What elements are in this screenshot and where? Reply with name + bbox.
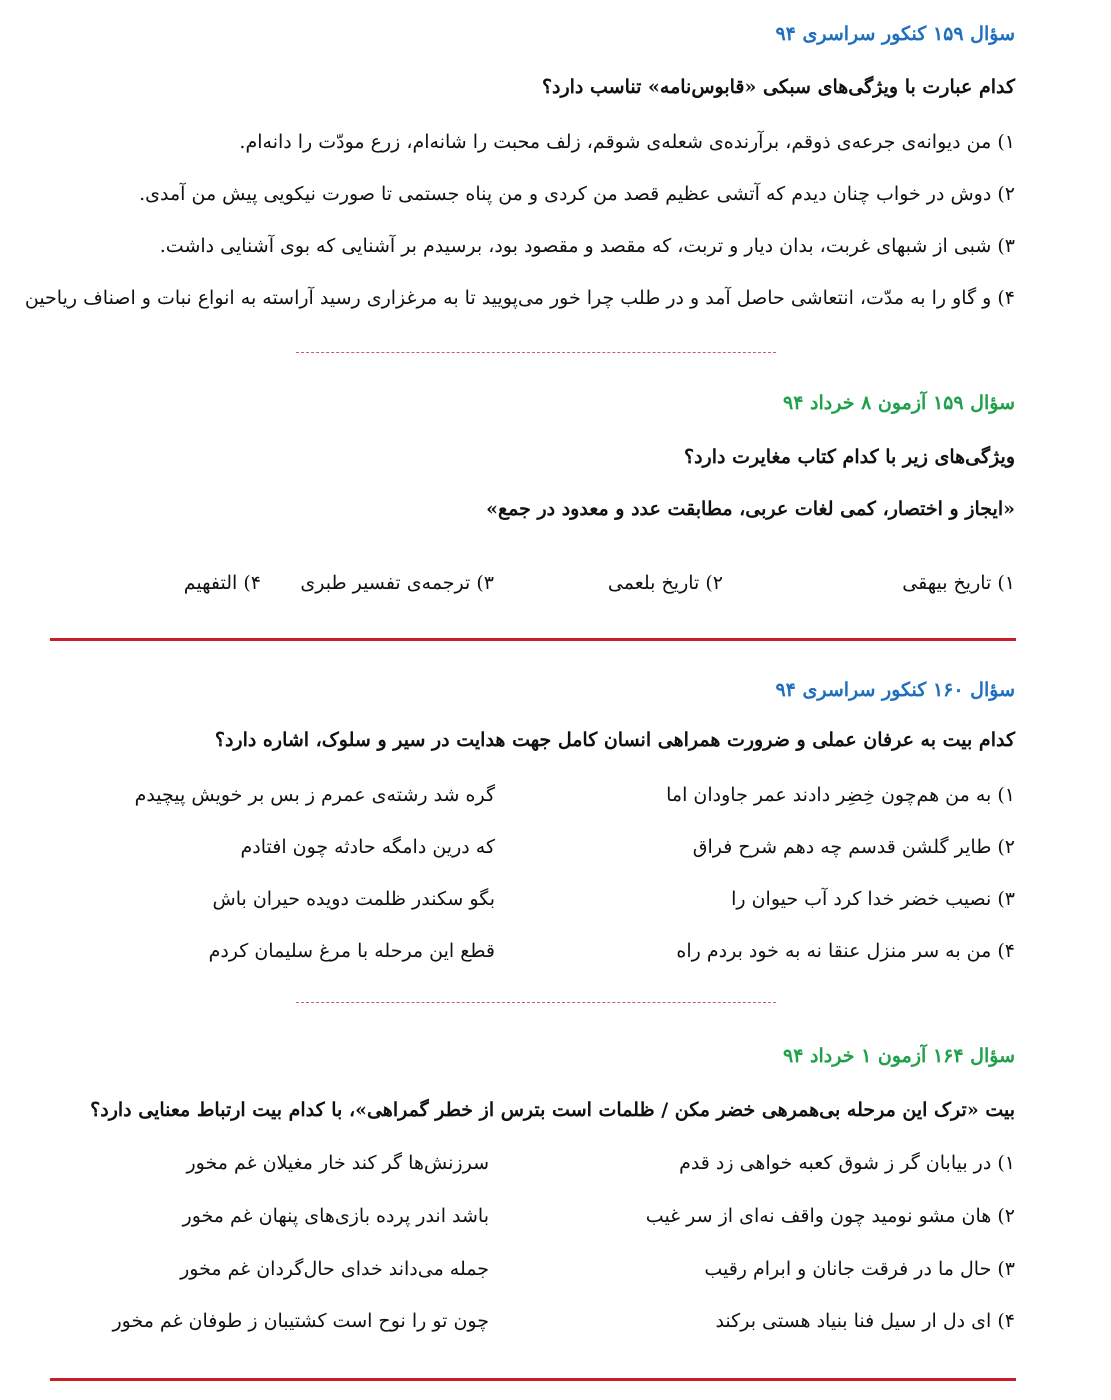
q2-option-2: ۲) تاریخ بلعمی [607,572,723,594]
q2-question: ویژگی‌های زیر با کدام کتاب مغایرت دارد؟ [684,446,1015,468]
section-divider [50,638,1016,641]
q1-option-2: ۲) دوش در خواب چنان دیدم که آتشی عظیم قصد من کردی و من پناه جستمی تا صورت نیکویی پیش من آمدی. [139,183,1015,205]
q4-heading: سؤال ۱۶۴ آزمون ۱ خرداد ۹۴ [782,1045,1015,1067]
q3-question: کدام بیت به عرفان عملی و ضرورت همراهی انسان کامل جهت هدایت در سیر و سلوک، اشاره دارد؟ [214,729,1015,751]
q4-option-4-first: ۴) ای دل ار سیل فنا بنیاد هستی برکند [715,1310,1015,1332]
q4-question: بیت «ترک این مرحله بی‌همرهی خضر مکن / ظلمات است بترس از خطر گمراهی»، با کدام بیت ارتباط معنایی دارد؟ [90,1099,1015,1121]
q4-option-1-second: سرزنش‌ها گر کند خار مغیلان غم مخور [186,1152,489,1174]
section-divider [50,1378,1016,1381]
q4-option-4-second: چون تو را نوح است کشتیبان ز طوفان غم مخور [112,1310,489,1332]
q2-quote: «ایجاز و اختصار، کمی لغات عربی، مطابقت عدد و معدود در جمع» [486,498,1015,520]
q3-heading: سؤال ۱۶۰ کنکور سراسری ۹۴ [775,679,1015,701]
q4-option-3-second: جمله می‌داند خدای حال‌گردان غم مخور [180,1258,489,1280]
q2-option-3: ۳) ترجمه‌ی تفسیر طبری [300,572,494,594]
q1-option-3: ۳) شبی از شبهای غربت، بدان دیار و تربت، که مقصد و مقصود بود، برسیدم بر آشنایی که بوی آشنایی داشت. [159,235,1015,257]
q2-option-4: ۴) التفهیم [183,572,261,594]
q3-option-3-second: بگو سکندر ظلمت دویده حیران باش [212,888,495,910]
q2-option-1: ۱) تاریخ بیهقی [902,572,1015,594]
q1-option-4: ۴) و گاو را به مدّت، انتعاشی حاصل آمد و در طلب چرا خور می‌پویید تا به مرغزاری رسید آراسته به انواع نبات و اصناف ریاحین [24,287,1015,309]
q4-option-3-first: ۳) حال ما در فرقت جانان و ابرام رقیب [704,1258,1015,1280]
q2-heading: سؤال ۱۵۹ آزمون ۸ خرداد ۹۴ [782,392,1015,414]
q3-option-4-second: قطع این مرحله با مرغ سلیمان کردم [208,940,495,962]
q1-question: کدام عبارت با ویژگی‌های سبکی «قابوس‌نامه» تناسب دارد؟ [541,76,1015,98]
dashed-separator [296,1002,776,1003]
q3-option-1-second: گره شد رشته‌ی عمرم ز بس بر خویش پیچیدم [134,784,495,806]
q1-option-1: ۱) من دیوانه‌ی جرعه‌ی ذوقم، برآرنده‌ی شعله‌ی شوقم، زلف محبت را شانه‌ام، زرع مودّت را دانه‌ام. [239,131,1015,153]
q3-option-2-first: ۲) طایر گلشن قدسم چه دهم شرح فراق [692,836,1015,858]
q4-option-2-first: ۲) هان مشو نومید چون واقف نه‌ای از سر غیب [645,1205,1015,1227]
q3-option-3-first: ۳) نصیب خضر خدا کرد آب حیوان را [731,888,1015,910]
q3-option-2-second: که درین دامگه حادثه چون افتادم [240,836,495,858]
dashed-separator [296,352,776,353]
q3-option-1-first: ۱) به من هم‌چون خِضِر دادند عمر جاودان اما [666,784,1015,806]
q1-heading: سؤال ۱۵۹ کنکور سراسری ۹۴ [775,23,1015,45]
q4-option-2-second: باشد اندر پرده بازی‌های پنهان غم مخور [182,1205,489,1227]
q4-option-1-first: ۱) در بیابان گر ز شوق کعبه خواهی زد قدم [679,1152,1015,1174]
q3-option-4-first: ۴) من به سر منزل عنقا نه به خود بردم راه [676,940,1015,962]
